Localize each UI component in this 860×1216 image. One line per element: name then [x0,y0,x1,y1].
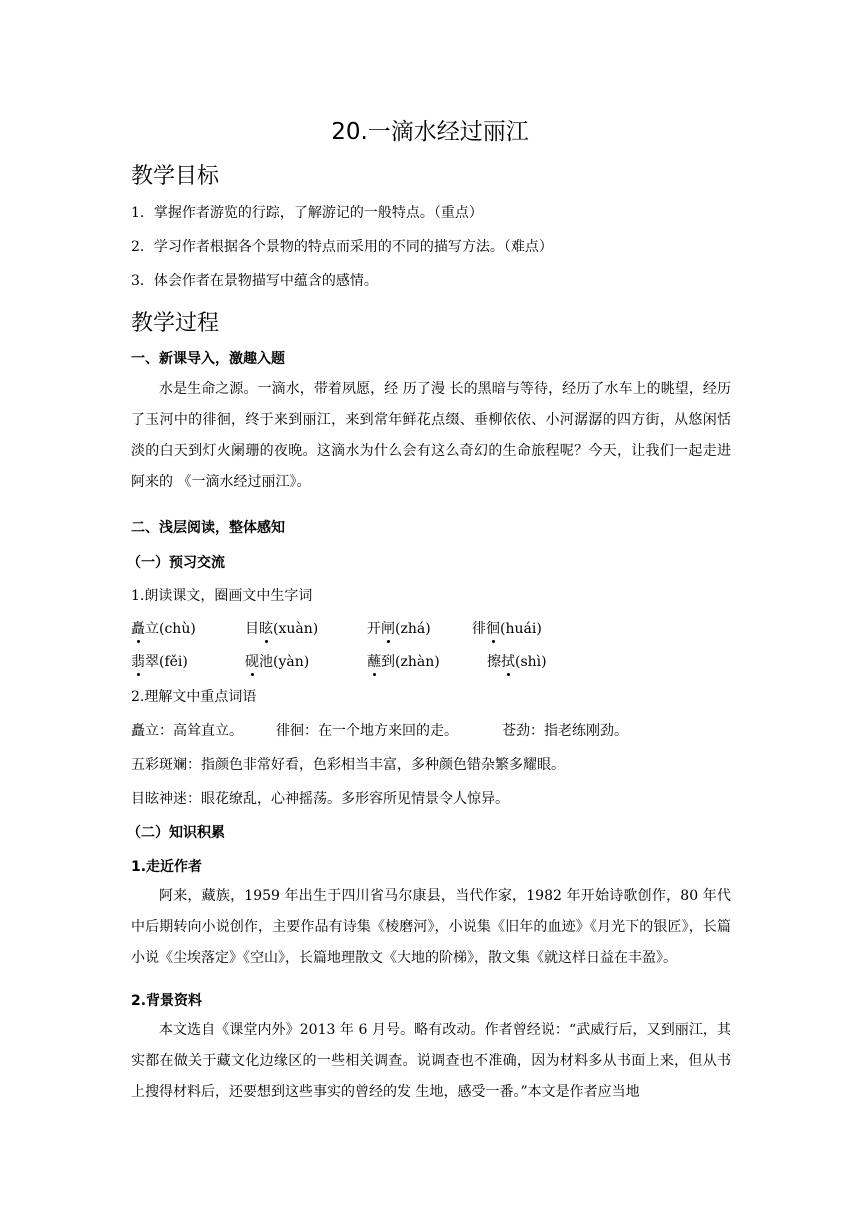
goal-item-1: 1．掌握作者游览的行踪，了解游记的一般特点。（重点） [131,205,483,221]
definition-chuli: 矗立：高耸直立。 [131,723,243,739]
teaching-process-heading: 教学过程 [131,311,220,336]
teaching-goals-heading: 教学目标 [131,164,220,189]
goal-item-2: 2．学习作者根据各个景物的特点而采用的不同的描写方法。（难点） [131,239,553,255]
vocab-item: 矗立(chù) [131,618,196,638]
vocab-item: 开闸(zhá) [367,618,431,638]
section-2-heading: 二、浅层阅读，整体感知 [131,520,285,536]
vocab-item: 徘徊(huái) [472,618,542,638]
author-paragraph: 阿来，藏族，1959 年出生于四川省马尔康县，当代作家，1982 年开始诗歌创作，80 年代中后期转向小说创作，主要作品有诗集《棱磨河》，小说集《旧年的血迹》《月光下的银匠》，长篇 小说《尘埃落定》《空山》，长篇地理散文《大地的阶梯》，散文集《就这样日益在丰盈》。 [131,888,731,966]
subsection-knowledge-heading: （二）知识积累 [127,825,225,841]
author-heading: 1.走近作者 [131,859,203,875]
vocab-item: 擦拭(shì) [487,651,547,671]
vocab-item: 蘸到(zhàn) [367,651,440,671]
vocab-item: 翡翠(fěi) [131,651,188,671]
task-1-label: 1.朗读课文，圈画文中生字词 [131,588,313,604]
background-heading: 2.背景资料 [131,993,203,1009]
definition-wucai: 五彩斑斓：指颜色非常好看，色彩相当丰富，多种颜色错杂繁多耀眼。 [131,757,565,773]
definition-paihuai: 徘徊：在一个地方来回的走。 [276,723,458,739]
definition-muxuan: 目眩神迷：眼花缭乱，心神摇荡。多形容所见情景令人惊异。 [131,791,509,807]
vocab-item: 目眩(xuàn) [245,618,318,638]
vocab-item: 砚池(yàn) [245,651,309,671]
subsection-preview-heading: （一）预习交流 [127,555,225,571]
definition-cangjin: 苍劲：指老练刚劲。 [502,723,628,739]
intro-paragraph: 水是生命之源。一滴水，带着夙愿，经 历了漫 长的黑暗与等待，经历了水车上的眺望，经历了玉河中的徘徊，终于来到丽江，来到常年鲜花点缀、垂柳依依、小河潺潺的四方街，从悠闲恬淡的白天到灯火阑珊的夜晚。这滴水为什么会有这么奇幻的生命旅程呢？今天，让我们一起走进阿来的 《一滴水经过丽江》。 [131,381,731,490]
background-paragraph: 本文选自《课堂内外》2013 年 6 月号。略有改动。作者曾经说：“武威行后，又到丽江，其实都在做关于藏文化边缘区的一些相关调查。说调查也不准确，因为材料多从书面上来，但从书上搜得材料后，还要想到这些事实的曾经的发 生地，感受一番。”本文是作者应当地 [131,1022,731,1100]
document-title: 20.一滴水经过丽江 [331,119,529,145]
section-1-heading: 一、新课导入，激趣入题 [131,351,285,367]
task-2-label: 2.理解文中重点词语 [131,689,257,705]
goal-item-3: 3．体会作者在景物描写中蕴含的感情。 [131,273,378,289]
